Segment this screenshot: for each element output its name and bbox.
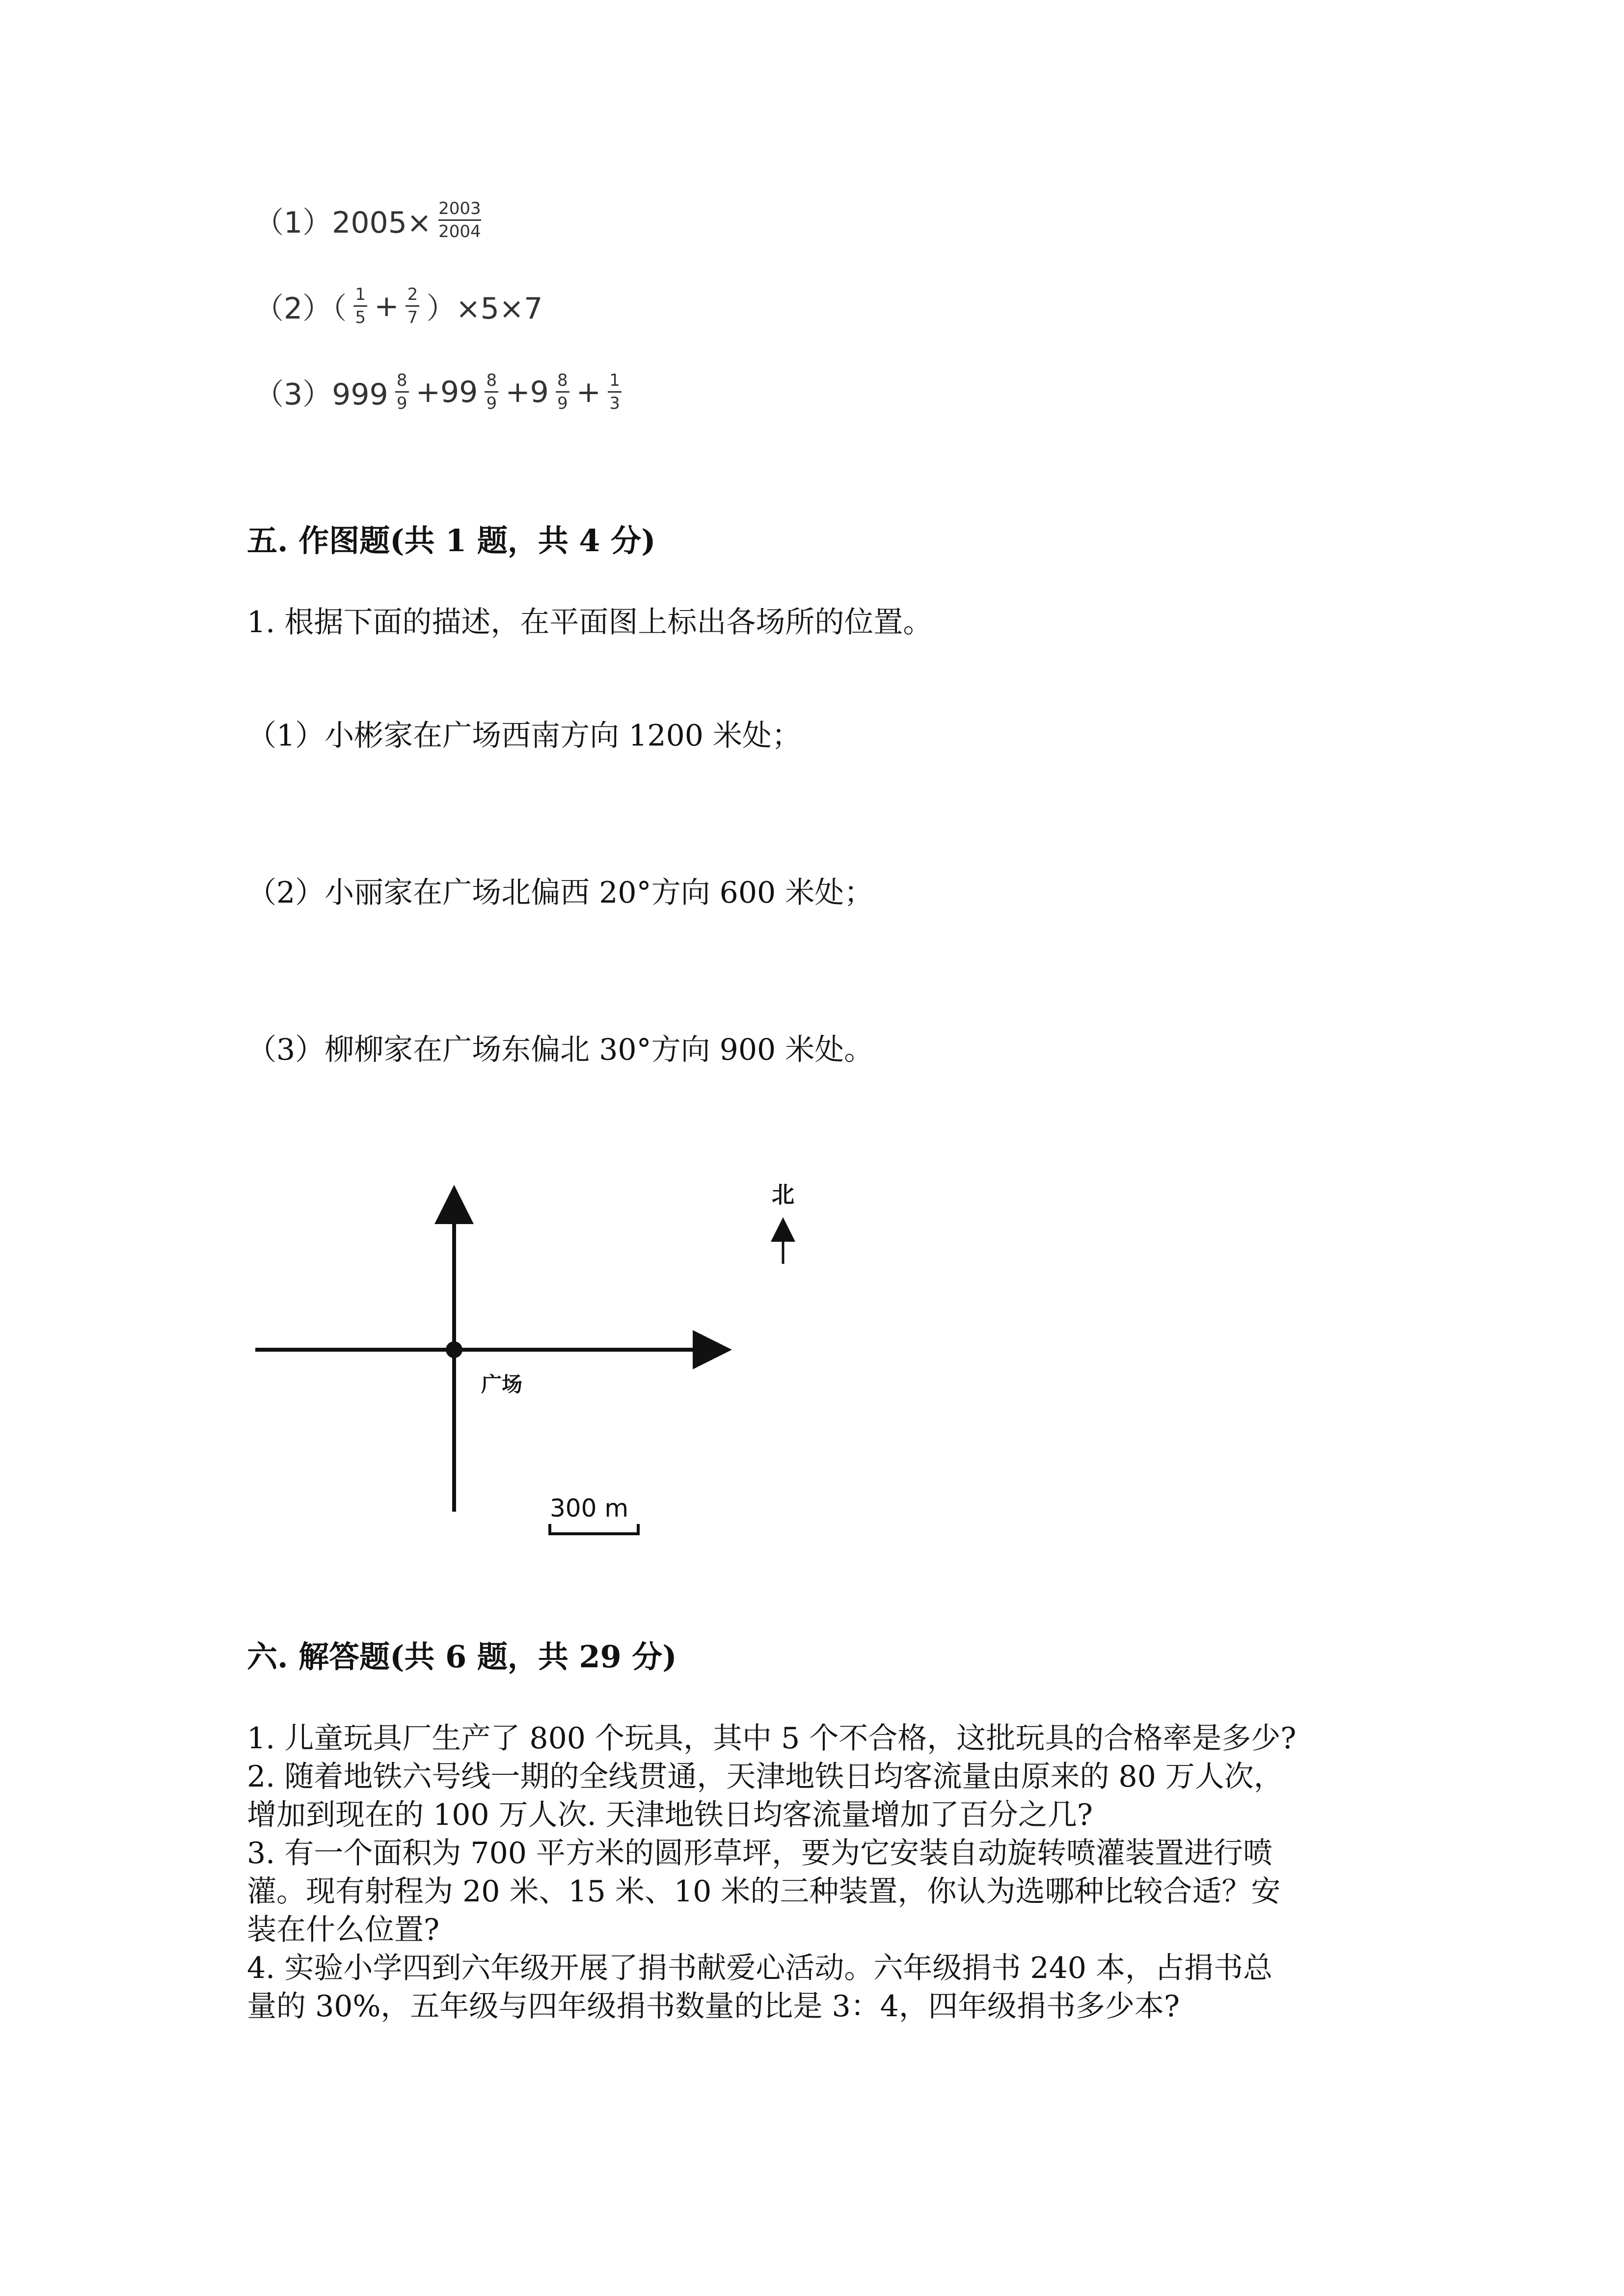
fraction-bar: [485, 391, 498, 393]
fraction-8-9: [485, 371, 498, 413]
section-6-line-7: 4. 实验小学四到六年级开展了捐书献爱心活动。六年级捐书 240 本，占捐书总: [247, 1951, 1272, 1985]
expression-2-close: ）×5×7: [426, 291, 543, 326]
fraction-bar: [438, 219, 481, 221]
square-label: 广场: [481, 1372, 523, 1396]
expression-3: [254, 371, 628, 413]
section-6-title: 六. 解答题(共 6 题，共 29 分): [247, 1639, 677, 1675]
fraction-bar: [406, 305, 419, 307]
fraction-bar: [556, 391, 569, 393]
expression-2: [254, 285, 542, 327]
plus-9: +9: [505, 374, 549, 409]
section-6-line-6: 装在什么位置?: [247, 1913, 440, 1947]
fraction-numerator: 2: [407, 285, 418, 304]
plus-99: +99: [415, 374, 478, 409]
location-map-figure: [245, 1168, 835, 1585]
square-center-dot: [446, 1341, 462, 1358]
section-5-item-1: （1）小彬家在广场西南方向 1200 米处；: [247, 719, 802, 753]
fraction-2003-2004: [438, 199, 481, 241]
fraction-numerator: 2003: [438, 199, 481, 218]
section-5-question: 1. 根据下面的描述，在平面图上标出各场所的位置。: [247, 605, 933, 640]
fraction-2-7: [406, 285, 419, 327]
section-6-line-1: 1. 儿童玩具厂生产了 800 个玩具，其中 5 个不合格，这批玩具的合格率是多少?: [247, 1721, 1297, 1756]
fraction-denominator: 9: [486, 394, 497, 413]
fraction-denominator: 5: [355, 308, 366, 327]
scale-label: 300 m: [550, 1494, 629, 1522]
expression-3-label: （3）999: [254, 377, 388, 412]
fraction-numerator: 8: [557, 371, 568, 390]
fraction-1-3: [608, 371, 622, 413]
plus-sign: +: [576, 374, 601, 409]
fraction-numerator: 1: [355, 285, 366, 304]
fraction-denominator: 9: [557, 394, 568, 413]
expression-1-label: （1）2005×: [254, 205, 432, 240]
fraction-numerator: 8: [486, 371, 497, 390]
fraction-bar: [395, 391, 409, 393]
section-6-line-4: 3. 有一个面积为 700 平方米的圆形草坪，要为它安装自动旋转喷灌装置进行喷: [247, 1836, 1272, 1870]
fraction-bar: [608, 391, 622, 393]
fraction-8-9: [556, 371, 569, 413]
fraction-numerator: 1: [609, 371, 620, 390]
expression-2-open: （2）（: [254, 291, 347, 326]
expression-1: [254, 199, 488, 241]
fraction-denominator: 3: [609, 394, 620, 413]
section-5-item-3: （3）柳柳家在广场东偏北 30°方向 900 米处。: [247, 1033, 874, 1067]
fraction-denominator: 7: [407, 308, 418, 327]
fraction-bar: [353, 305, 367, 307]
north-label: 北: [772, 1181, 794, 1208]
section-6-line-2: 2. 随着地铁六号线一期的全线贯通，天津地铁日均客流量由原来的 80 万人次，: [247, 1760, 1283, 1794]
section-5-title: 五. 作图题(共 1 题，共 4 分): [247, 523, 656, 559]
fraction-8-9: [395, 371, 409, 413]
fraction-denominator: 2004: [438, 222, 481, 241]
fraction-1-5: [353, 285, 367, 327]
plus-sign: +: [374, 289, 399, 323]
section-6-line-8: 量的 30%，五年级与四年级捐书数量的比是 3：4，四年级捐书多少本?: [247, 1989, 1180, 2024]
fraction-denominator: 9: [396, 394, 407, 413]
section-6-line-3: 增加到现在的 100 万人次. 天津地铁日均客流量增加了百分之几?: [247, 1798, 1093, 1832]
section-5-item-2: （2）小丽家在广场北偏西 20°方向 600 米处；: [247, 876, 874, 910]
scale-bar: [550, 1524, 638, 1534]
fraction-numerator: 8: [396, 371, 407, 390]
section-6-line-5: 灌。现有射程为 20 米、15 米、10 米的三种装置，你认为选哪种比较合适？安: [247, 1874, 1281, 1909]
